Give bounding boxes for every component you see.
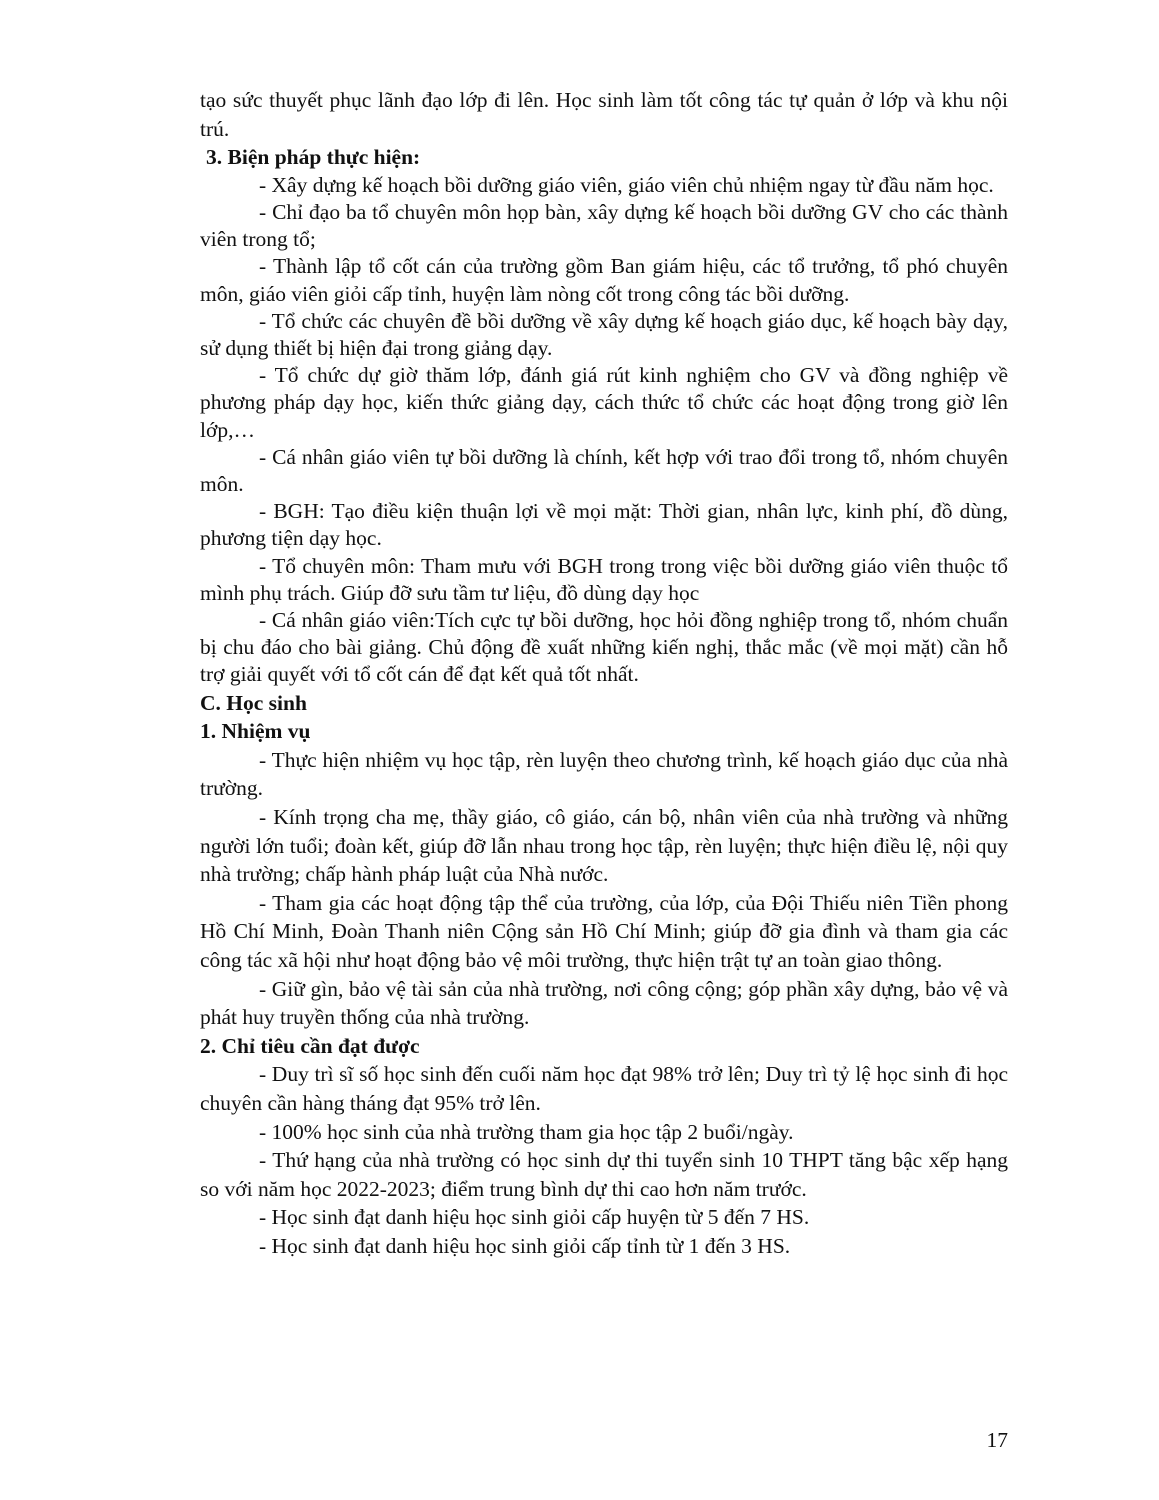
list-item: - Thành lập tổ cốt cán của trường gồm Ban giám hiệu, các tổ trưởng, tổ phó chuyên môn, giáo viên giỏi cấp tỉnh, huyện làm nòng cốt trong công tác bồi dưỡng. — [200, 254, 1008, 306]
document-page — [200, 86, 1008, 1261]
list-item: - Tổ chuyên môn: Tham mưu với BGH trong trong việc bồi dưỡng giáo viên thuộc tổ mình phụ trách. Giúp đỡ sưu tầm tư liệu, đồ dùng dạy học — [200, 553, 1008, 605]
list-item: - Duy trì sĩ số học sinh đến cuối năm học đạt 98% trở lên; Duy trì tỷ lệ học sinh đi học chuyên cần hàng tháng đạt 95% trở lên. — [200, 1062, 1008, 1115]
section-heading-students: C. Học sinh — [200, 690, 307, 715]
section-heading-duties: 1. Nhiệm vụ — [200, 719, 311, 744]
list-item: - BGH: Tạo điều kiện thuận lợi về mọi mặt: Thời gian, nhân lực, kinh phí, đồ dùng, phương tiện dạy học. — [200, 499, 1008, 551]
list-item: - Xây dựng kế hoạch bồi dưỡng giáo viên, giáo viên chủ nhiệm ngay từ đầu năm học. — [259, 172, 994, 197]
list-item: - Thực hiện nhiệm vụ học tập, rèn luyện theo chương trình, kế hoạch giáo dục của nhà trường. — [200, 747, 1008, 801]
list-item: - Kính trọng cha mẹ, thầy giáo, cô giáo, cán bộ, nhân viên của nhà trường và những người lớn tuổi; đoàn kết, giúp đỡ lẫn nhau trong học tập, rèn luyện; thực hiện điều lệ, nội quy nhà trường; chấp hành pháp luật của Nhà nước. — [200, 805, 1008, 887]
list-item: - Học sinh đạt danh hiệu học sinh giỏi cấp huyện từ 5 đến 7 HS. — [259, 1205, 810, 1230]
page-number: 17 — [986, 1428, 1008, 1452]
section-heading-measures: 3. Biện pháp thực hiện: — [206, 145, 421, 170]
body-paragraph: tạo sức thuyết phục lãnh đạo lớp đi lên. Học sinh làm tốt công tác tự quản ở lớp và khu nội trú. — [200, 88, 1008, 141]
list-item: - Tổ chức các chuyên đề bồi dưỡng về xây dựng kế hoạch giáo dục, kế hoạch bày dạy, sử dụng thiết bị hiện đại trong giảng dạy. — [200, 308, 1008, 360]
list-item: - Tham gia các hoạt động tập thể của trường, của lớp, của Đội Thiếu niên Tiền phong Hồ Chí Minh, Đoàn Thanh niên Cộng sản Hồ Chí Minh; giúp đỡ gia đình và tham gia các công tác xã hội như hoạt động bảo vệ môi trường, thực hiện trật tự an toàn giao thông. — [200, 890, 1008, 972]
list-item: - Tổ chức dự giờ thăm lớp, đánh giá rút kinh nghiệm cho GV và đồng nghiệp về phương pháp dạy học, kiến thức giảng dạy, cách thức tổ chức các hoạt động trong giờ lên lớp,… — [200, 363, 1008, 442]
list-item: - Cá nhân giáo viên:Tích cực tự bồi dưỡng, học hỏi đồng nghiệp trong tổ, nhóm chuẩn bị chu đáo cho bài giảng. Chủ động đề xuất những kiến nghị, thắc mắc (về mọi mặt) cần hỗ trợ giải quyết với tổ cốt cán để đạt kết quả tốt nhất. — [200, 608, 1008, 687]
list-item: - Học sinh đạt danh hiệu học sinh giỏi cấp tỉnh từ 1 đến 3 HS. — [259, 1233, 791, 1258]
list-item: - Thứ hạng của nhà trường có học sinh dự thi tuyển sinh 10 THPT tăng bậc xếp hạng so với năm học 2022-2023; điểm trung bình dự thi cao hơn năm trước. — [200, 1148, 1008, 1201]
list-item: - Cá nhân giáo viên tự bồi dưỡng là chính, kết hợp với trao đổi trong tổ, nhóm chuyên môn. — [200, 444, 1008, 497]
list-item: - Chỉ đạo ba tổ chuyên môn họp bàn, xây dựng kế hoạch bồi dưỡng GV cho các thành viên trong tổ; — [200, 199, 1008, 252]
section-heading-targets: 2. Chỉ tiêu cần đạt được — [200, 1033, 420, 1058]
list-item: - 100% học sinh của nhà trường tham gia học tập 2 buổi/ngày. — [259, 1119, 794, 1144]
list-item: - Giữ gìn, bảo vệ tài sản của nhà trường, nơi công cộng; góp phần xây dựng, bảo vệ và phát huy truyền thống của nhà trường. — [200, 976, 1008, 1030]
